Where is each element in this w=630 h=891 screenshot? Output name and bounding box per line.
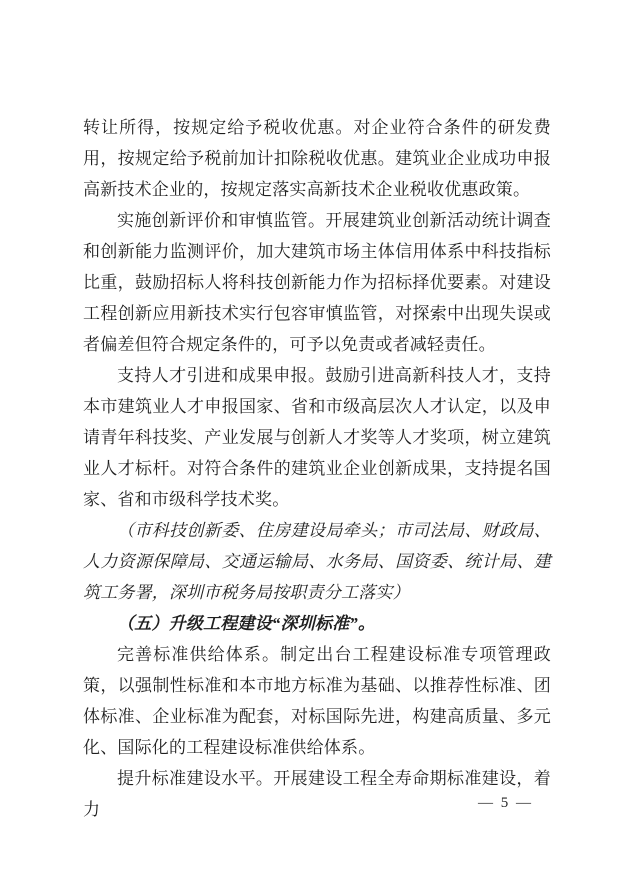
document-text-block (83, 112, 551, 825)
paragraph-responsibility-clause: （市科技创新委、住房建设局牵头；市司法局、财政局、人力资源保障局、交通运输局、水务局、国资委、统计局、建筑工务署，深圳市税务局按职责分工落实） (83, 521, 551, 602)
page-number: — 5 — (478, 795, 533, 811)
paragraph-tax-incentives: 转让所得，按规定给予税收优惠。对企业符合条件的研发费用，按规定给予税前加计扣除税收优惠。建筑业企业成功申报高新技术企业的，按规定落实高新技术企业税收优惠政策。 (83, 118, 551, 199)
section-heading-five: （五）升级工程建设“深圳标准”。 (117, 614, 376, 633)
paragraph-standard-level: 提升标准建设水平。开展建设工程全寿命期标准建设，着力 (83, 769, 551, 819)
paragraph-standard-supply-system: 完善标准供给体系。制定出台工程建设标准专项管理政策，以强制性标准和本市地方标准为基础、以推荐性标准、团体标准、企业标准为配套，对标国际先进，构建高质量、多元化、国际化的工程建设标准供给体系。 (83, 645, 551, 757)
paragraph-innovation-supervision: 实施创新评价和审慎监管。开展建筑业创新活动统计调查和创新能力监测评价，加大建筑市场主体信用体系中科技指标比重，鼓励招标人将科技创新能力作为招标择优要素。对建设工程创新应用新技术实行包容审慎监管，对探索中出现失误或者偏差但符合规定条件的，可予以免责或者减轻责任。 (83, 211, 551, 354)
paragraph-talent-support: 支持人才引进和成果申报。鼓励引进高新科技人才，支持本市建筑业人才申报国家、省和市级高层次人才认定，以及申请青年科技奖、产业发展与创新人才奖等人才奖项，树立建筑业人才标杆。对符合条件的建筑业企业创新成果，支持提名国家、省和市级科学技术奖。 (83, 366, 551, 509)
